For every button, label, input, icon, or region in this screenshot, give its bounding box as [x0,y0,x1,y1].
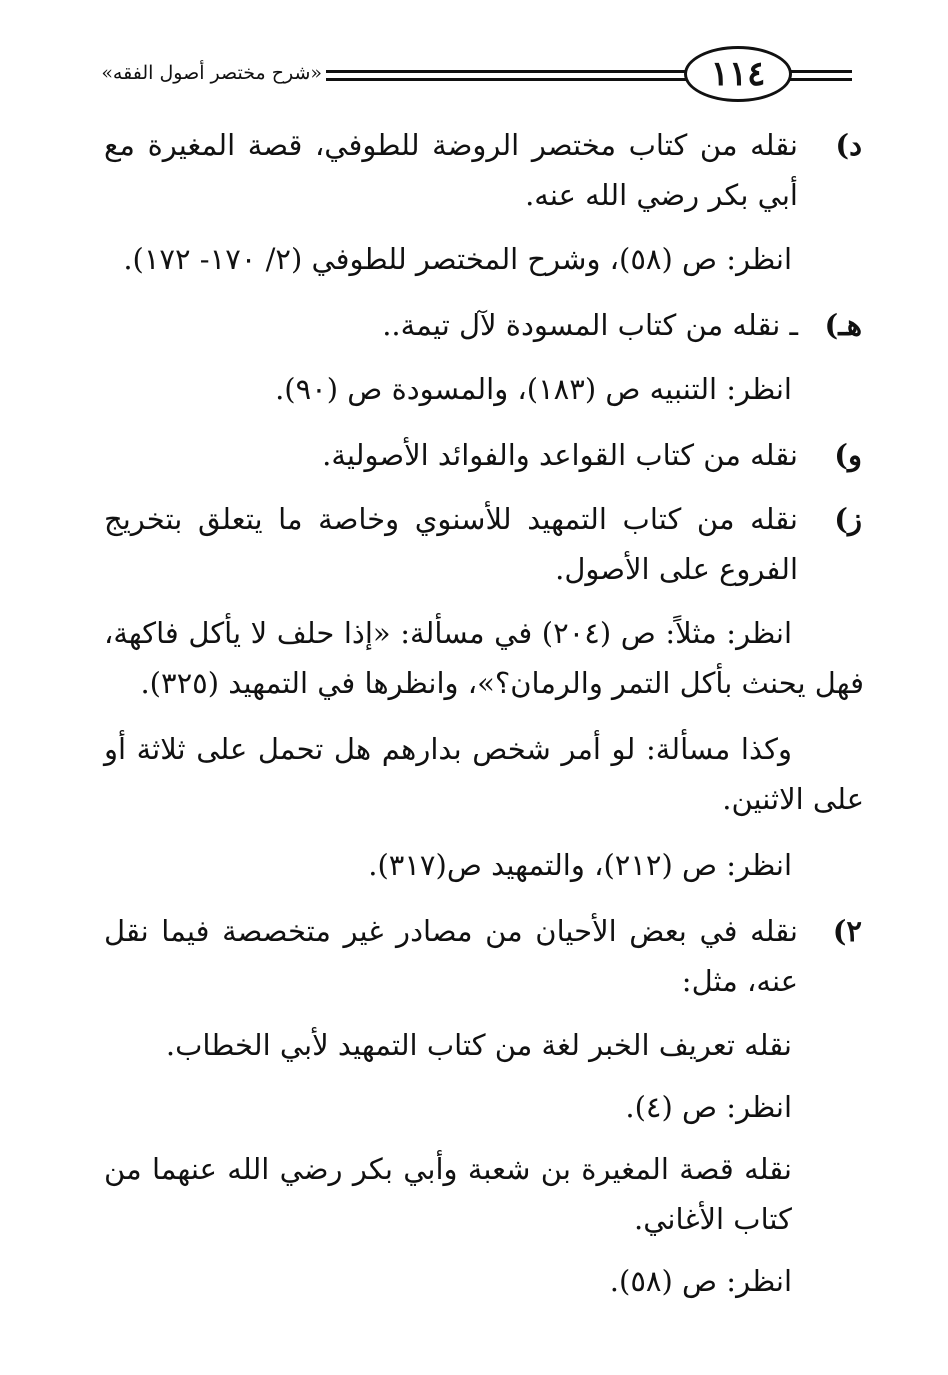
item-marker: د) [835,128,862,162]
list-item-d [104,120,864,220]
list-item-z [104,494,864,594]
sub-item: نقله قصة المغيرة بن شعبة وأبي بكر رضي الله عنهما من كتاب الأغاني. [104,1152,792,1236]
header-rule-left-top [326,70,686,73]
item-marker: و) [834,438,862,472]
item-text: نقله في بعض الأحيان من مصادر غير متخصصة فيما نقل عنه، مثل: [104,914,798,998]
page-header [0,0,948,120]
item-text: نقله من كتاب مختصر الروضة للطوفي، قصة المغيرة مع أبي بكر رضي الله عنه. [104,128,798,212]
reference-line: انظر: ص (٥٨)، وشرح المختصر للطوفي (٢/ ١٧٠- ١٧٢). [123,242,792,276]
reference-line: انظر: ص (٢١٢)، والتمهيد ص(٣١٧). [368,848,792,882]
page-number-text: ١١٤ [710,54,766,94]
reference-line: انظر: ص (٤). [625,1090,792,1124]
list-item-2 [104,906,864,1006]
running-title: «شرح مختصر أصول الفقه» [101,62,322,84]
sub-item: نقله تعريف الخبر لغة من كتاب التمهيد لأبي الخطاب. [165,1028,792,1062]
item-text: نقله من كتاب القواعد والفوائد الأصولية. [322,438,798,472]
header-rule-right-top [790,70,852,73]
page-body [104,120,864,1318]
item-text: ـ نقله من كتاب المسودة لآل تيمة.. [382,308,798,342]
page-number [684,46,792,102]
header-rule-left-bottom [326,78,686,81]
item-marker: هـ) [824,308,862,342]
reference-line: انظر: ص (٥٨). [609,1264,792,1298]
list-item-w [104,430,864,480]
paragraph: وكذا مسألة: لو أمر شخص بدارهم هل تحمل على ثلاثة أو على الاثنين. [104,732,864,816]
item-text: نقله من كتاب التمهيد للأسنوي وخاصة ما يتعلق بتخريج الفروع على الأصول. [104,502,798,586]
item-marker: ز) [834,502,862,536]
list-item-h [104,300,864,350]
reference-line: انظر: التنبيه ص (١٨٣)، والمسودة ص (٩٠). [275,372,792,406]
item-marker: ٢) [832,914,862,948]
header-rule-right-bottom [790,78,852,81]
paragraph: انظر: مثلاً: ص (٢٠٤) في مسألة: «إذا حلف لا يأكل فاكهة، فهل يحنث بأكل التمر والرمان؟»، وانظرها في التمهيد (٣٢٥). [104,616,864,700]
